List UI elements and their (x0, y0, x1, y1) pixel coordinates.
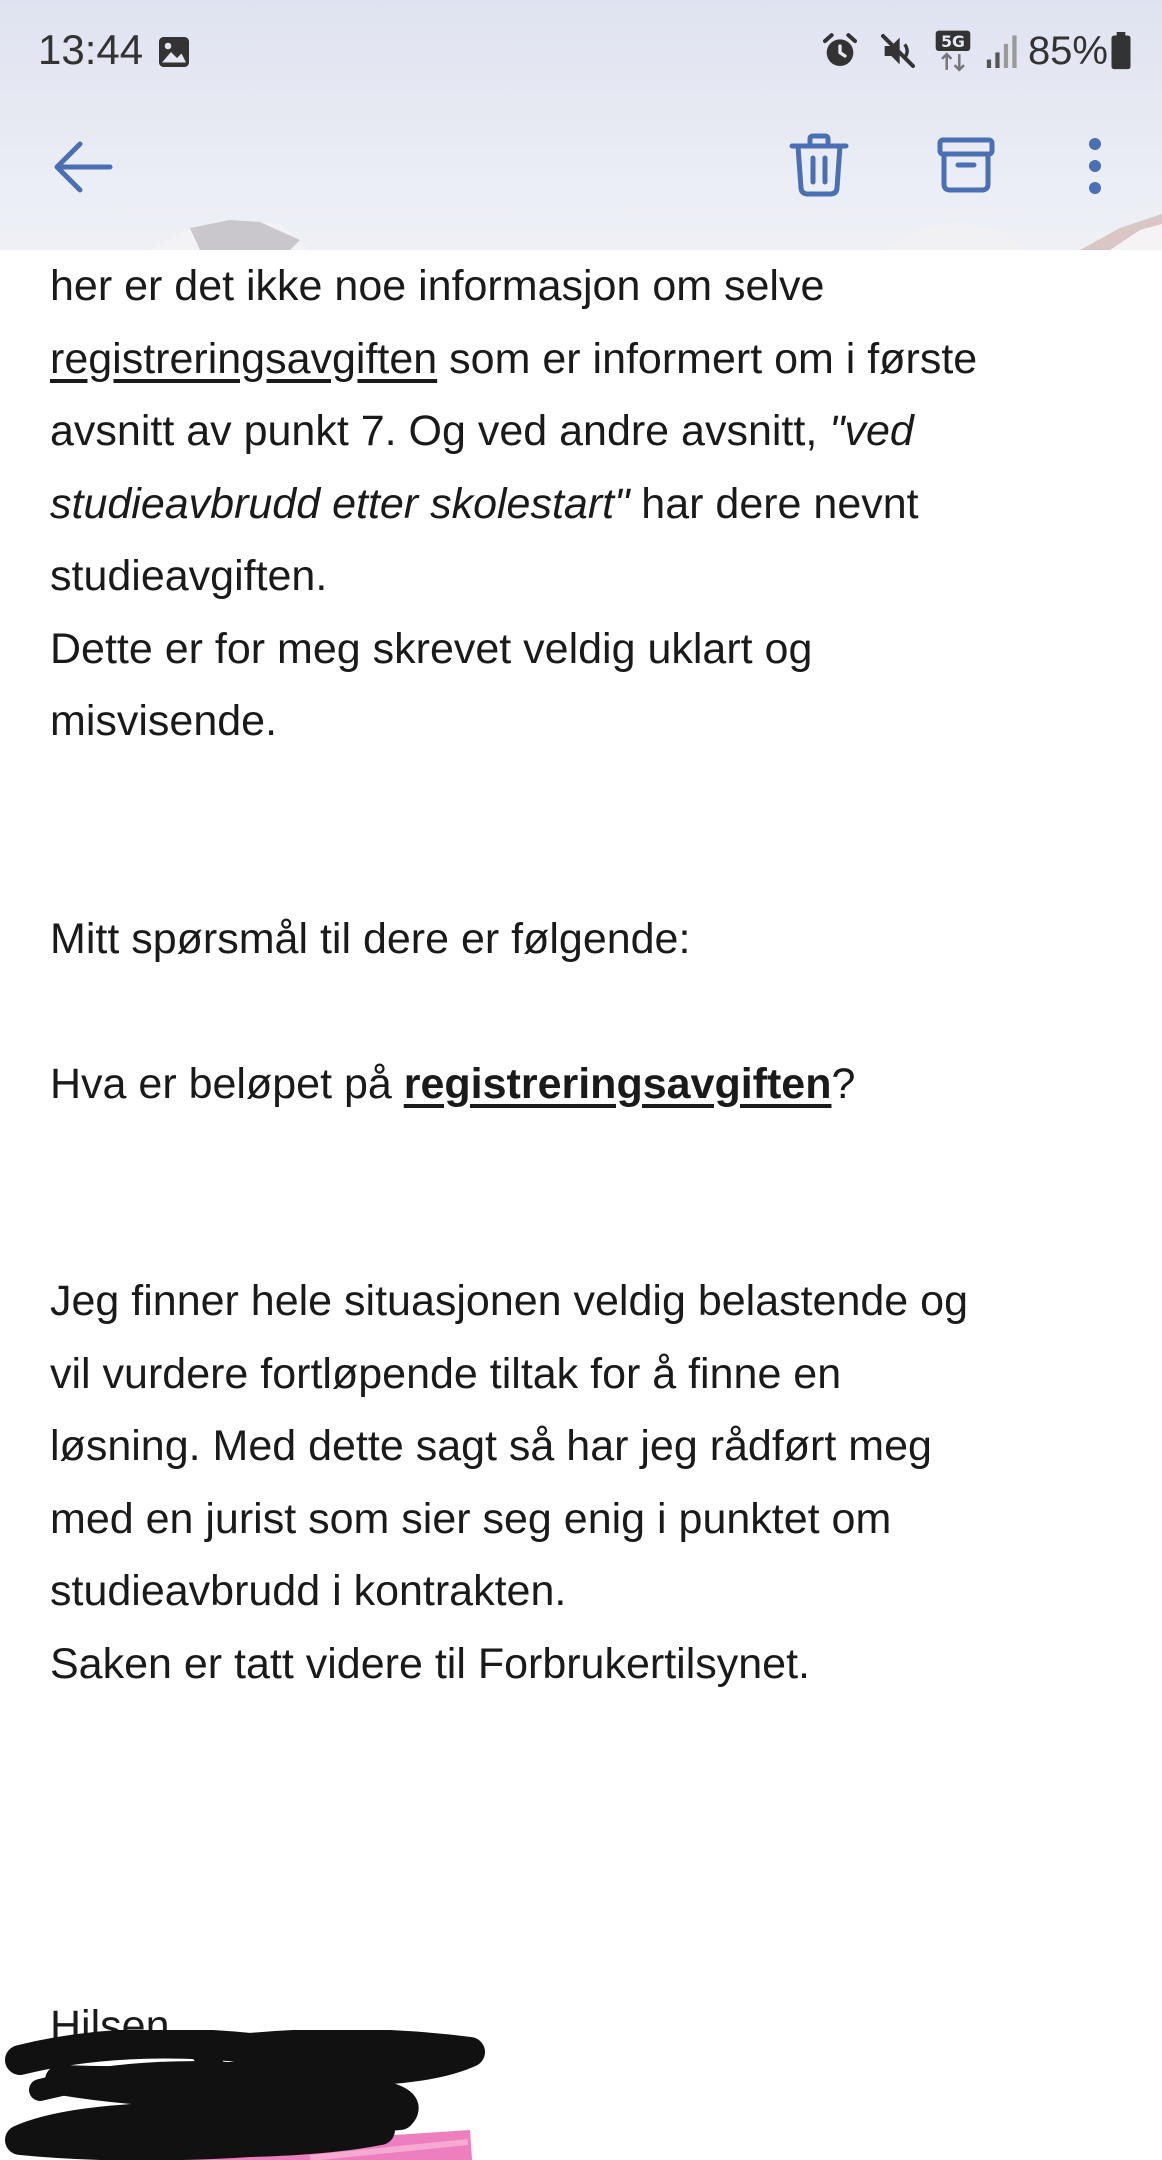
blank-line (50, 1773, 1130, 1846)
mute-icon (878, 31, 918, 71)
registration-fee-bold: registreringsavgiften (403, 1059, 832, 1108)
body-text-line: her er det ikke noe informasjon om selve (50, 262, 825, 310)
body-text-line: Saken er tatt videre til Forbrukertilsynet. (50, 1639, 810, 1688)
email-closing: Hilsen, (50, 2002, 182, 2050)
question-line: Hva er beløpet på registreringsavgiften? (50, 1059, 856, 1108)
signal-icon (984, 31, 1018, 71)
trash-icon[interactable] (788, 132, 850, 198)
signature-redaction (0, 2030, 520, 2160)
blank-line (50, 975, 1130, 1048)
blank-line (50, 830, 1130, 903)
email-body (50, 250, 1130, 2063)
question-intro: Mitt spørsmål til dere er følgende: (50, 914, 691, 963)
body-text-line: studieavbrudd i kontrakten. (50, 1567, 567, 1615)
body-text-line: Jeg finner hele situasjonen veldig belastende og (50, 1277, 968, 1325)
more-vert-icon[interactable] (1080, 136, 1110, 196)
body-text-line: Dette er for meg skrevet veldig uklart og (50, 624, 813, 673)
body-text-line: avsnitt av punkt 7. Og ved andre avsnitt, "ved (50, 407, 914, 455)
body-text-line: misvisende. (50, 697, 278, 745)
body-text-line: vil vurdere fortløpende tiltak for å finne en (50, 1349, 842, 1398)
5g-icon (934, 29, 972, 73)
back-arrow-icon[interactable] (50, 134, 116, 200)
status-bar (0, 0, 1162, 100)
registration-fee-link[interactable]: registreringsavgiften (50, 334, 438, 383)
body-text-line: registreringsavgiften som er informert om i første (50, 334, 978, 383)
alarm-icon (820, 31, 860, 71)
archive-icon[interactable] (936, 134, 996, 194)
header-background-mountains (0, 210, 1162, 250)
status-icons (820, 26, 1132, 76)
blank-line (50, 758, 1130, 831)
battery-percentage: 85% (1027, 28, 1108, 73)
body-text-line: med en jurist som sier seg enig i punktet om (50, 1494, 892, 1543)
body-text-line: studieavbrudd etter skolestart" har dere nevnt (50, 479, 919, 528)
svg-text:5G: 5G (941, 32, 965, 52)
blank-line (50, 1193, 1130, 1266)
body-text-line: løsning. Med dette sagt så har jeg rådført meg (50, 1422, 932, 1470)
status-time: 13:44 (38, 26, 144, 73)
gallery-icon (156, 34, 192, 70)
battery-icon (1110, 32, 1132, 70)
app-header (0, 0, 1162, 250)
blank-line (50, 1918, 1130, 1991)
blank-line (50, 1700, 1130, 1773)
blank-line (50, 1845, 1130, 1918)
blank-line (50, 1120, 1130, 1193)
body-text-line: studieavgiften. (50, 552, 328, 600)
